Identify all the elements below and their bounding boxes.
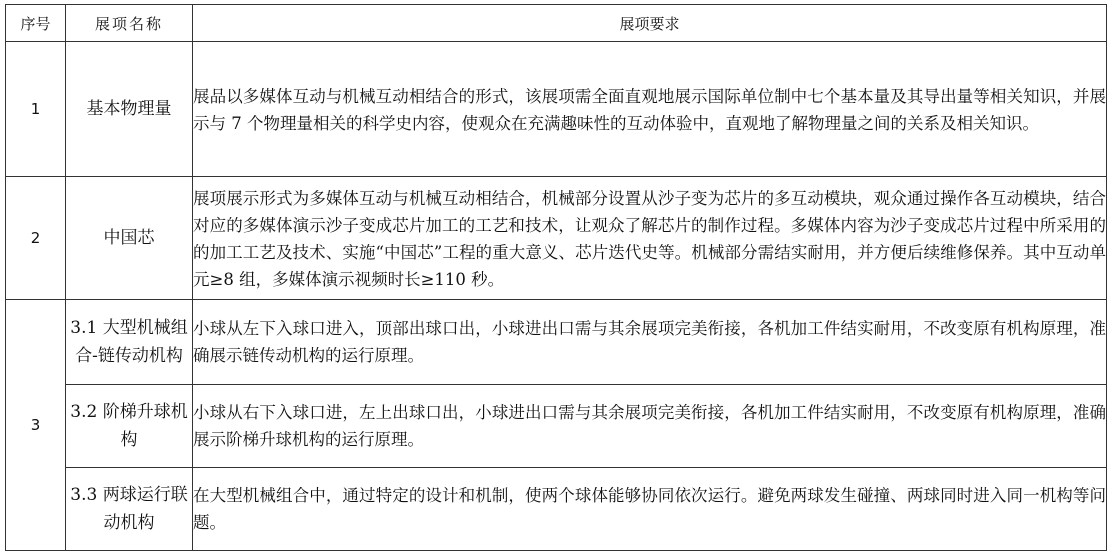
- header-requirement: 展项要求: [193, 5, 1107, 42]
- exhibit-name: 中国芯: [66, 177, 193, 300]
- exhibit-requirement: 小球从右下入球口进，左上出球口出，小球进出口需与其余展项完美衔接，各机加工件结实耐用，不改变原有机构原理，准确展示阶梯升球机构的运行原理。: [193, 385, 1107, 468]
- table-row: [6, 468, 1107, 551]
- header-exhibit-name: 展项名称: [66, 5, 193, 42]
- header-number: 序号: [6, 5, 66, 42]
- exhibit-name: 3.2 阶梯升球机构: [66, 385, 193, 468]
- exhibit-name: 3.3 两球运行联动机构: [66, 468, 193, 551]
- table-row: [6, 42, 1107, 177]
- table-row: [6, 385, 1107, 468]
- exhibit-requirement: 小球从左下入球口进入，顶部出球口出，小球进出口需与其余展项完美衔接，各机加工件结实耐用，不改变原有机构原理，准确展示链传动机构的运行原理。: [193, 300, 1107, 385]
- row-number: 3: [6, 300, 66, 551]
- exhibit-name: 3.1 大型机械组合-链传动机构: [66, 300, 193, 385]
- exhibit-requirement: 展项展示形式为多媒体互动与机械互动相结合，机械部分设置从沙子变为芯片的多互动模块，观众通过操作各互动模块，结合对应的多媒体演示沙子变成芯片加工的工艺和技术，让观众了解芯片的制作过程。多媒体内容为沙子变成芯片过程中所采用的的加工工艺及技术、实施“中国芯”工程的重大意义、芯片迭代史等。机械部分需结实耐用，并方便后续维修保养。其中互动单元≥8 组，多媒体演示视频时长≥110 秒。: [193, 177, 1107, 300]
- table-header-row: [6, 5, 1107, 42]
- row-number: 1: [6, 42, 66, 177]
- exhibit-requirements-table: [5, 4, 1107, 551]
- exhibit-name: 基本物理量: [66, 42, 193, 177]
- exhibit-requirement: 在大型机械组合中，通过特定的设计和机制，使两个球体能够协同依次运行。避免两球发生碰撞、两球同时进入同一机构等问题。: [193, 468, 1107, 551]
- table-row: [6, 177, 1107, 300]
- table-row: [6, 300, 1107, 385]
- exhibit-requirement: 展品以多媒体互动与机械互动相结合的形式，该展项需全面直观地展示国际单位制中七个基本量及其导出量等相关知识，并展示与 7 个物理量相关的科学史内容，使观众在充满趣味性的互动体验中，直观地了解物理量之间的关系及相关知识。: [193, 42, 1107, 177]
- row-number: 2: [6, 177, 66, 300]
